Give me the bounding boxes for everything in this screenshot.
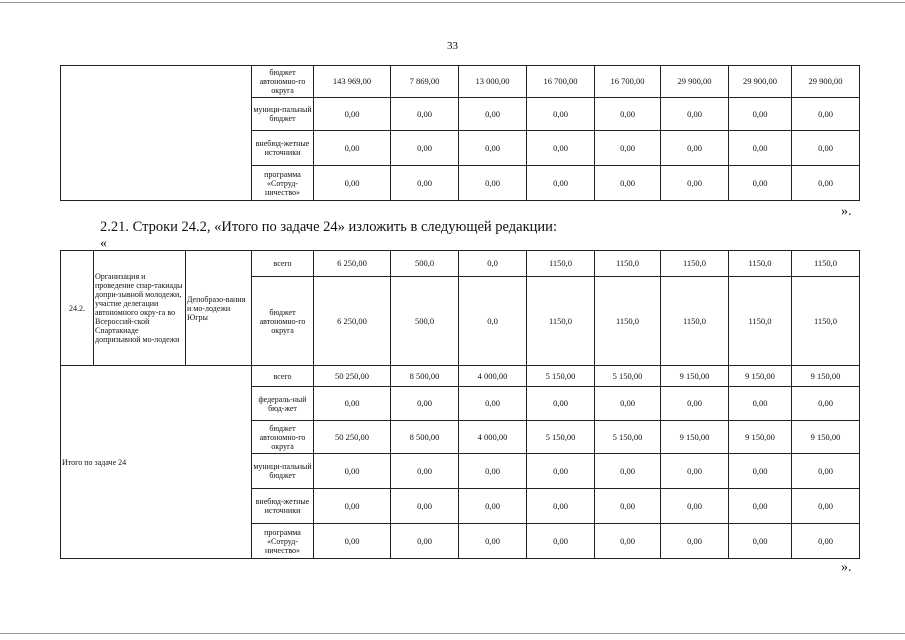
funding-source: бюджет автономно-го округа — [252, 277, 314, 366]
value-cell: 1150,0 — [527, 251, 595, 277]
top-scan-edge — [0, 2, 905, 3]
value-cell: 0,00 — [527, 131, 595, 166]
value-cell: 0,00 — [792, 131, 860, 166]
opening-quote: « — [100, 236, 107, 251]
value-cell: 0,00 — [595, 166, 661, 201]
funding-source: всего — [252, 251, 314, 277]
value-cell: 0,00 — [391, 524, 459, 559]
funding-source: бюджет автономно-го округа — [252, 66, 314, 98]
value-cell: 143 969,00 — [314, 66, 391, 98]
value-cell: 0,00 — [595, 131, 661, 166]
value-cell: 0,00 — [792, 387, 860, 421]
value-cell: 16 700,00 — [595, 66, 661, 98]
value-cell: 16 700,00 — [527, 66, 595, 98]
value-cell: 1150,0 — [595, 251, 661, 277]
value-cell: 0,00 — [391, 131, 459, 166]
value-cell: 0,00 — [459, 454, 527, 489]
value-cell: 9 150,00 — [661, 366, 729, 387]
value-cell: 1150,0 — [729, 251, 792, 277]
row-number: 24.2. — [61, 251, 94, 366]
value-cell: 0,00 — [792, 489, 860, 524]
value-cell: 0,00 — [314, 454, 391, 489]
value-cell: 0,00 — [661, 454, 729, 489]
value-cell: 0,00 — [314, 98, 391, 131]
value-cell: 0,00 — [527, 98, 595, 131]
value-cell: 5 150,00 — [527, 366, 595, 387]
value-cell: 1150,0 — [792, 251, 860, 277]
value-cell: 50 250,00 — [314, 366, 391, 387]
value-cell: 9 150,00 — [792, 366, 860, 387]
value-cell: 9 150,00 — [729, 421, 792, 454]
funding-source: программа «Сотруд-ничество» — [252, 166, 314, 201]
value-cell: 0,00 — [459, 387, 527, 421]
value-cell: 7 869,00 — [391, 66, 459, 98]
value-cell: 9 150,00 — [792, 421, 860, 454]
value-cell: 0,00 — [729, 131, 792, 166]
value-cell: 0,00 — [314, 387, 391, 421]
value-cell: 29 900,00 — [729, 66, 792, 98]
value-cell: 0,00 — [527, 387, 595, 421]
funding-source: федераль-ный бюд-жет — [252, 387, 314, 421]
value-cell: 0,00 — [391, 98, 459, 131]
value-cell: 0,00 — [729, 489, 792, 524]
value-cell: 0,00 — [314, 131, 391, 166]
value-cell: 0,00 — [661, 387, 729, 421]
value-cell: 0,0 — [459, 251, 527, 277]
value-cell: 0,00 — [729, 98, 792, 131]
value-cell: 0,00 — [527, 489, 595, 524]
value-cell: 8 500,00 — [391, 421, 459, 454]
table-task-24 — [60, 250, 860, 559]
value-cell: 50 250,00 — [314, 421, 391, 454]
value-cell: 0,00 — [661, 524, 729, 559]
value-cell: 0,00 — [595, 489, 661, 524]
value-cell: 0,0 — [459, 277, 527, 366]
value-cell: 29 900,00 — [661, 66, 729, 98]
value-cell: 0,00 — [527, 454, 595, 489]
value-cell: 0,00 — [729, 166, 792, 201]
value-cell: 0,00 — [595, 98, 661, 131]
table-row — [61, 251, 860, 277]
empty-merged-cell — [61, 66, 252, 201]
value-cell: 13 000,00 — [459, 66, 527, 98]
value-cell: 0,00 — [595, 524, 661, 559]
value-cell: 1150,0 — [661, 277, 729, 366]
value-cell: 1150,0 — [729, 277, 792, 366]
value-cell: 9 150,00 — [661, 421, 729, 454]
value-cell: 0,00 — [792, 454, 860, 489]
closing-quote-1: ». — [841, 204, 852, 219]
page-number: 33 — [447, 40, 458, 52]
value-cell: 500,0 — [391, 251, 459, 277]
funding-source: программа «Сотруд-ничество» — [252, 524, 314, 559]
value-cell: 0,00 — [661, 131, 729, 166]
value-cell: 0,00 — [661, 489, 729, 524]
total-label: Итого по задаче 24 — [61, 366, 252, 559]
value-cell: 5 150,00 — [595, 421, 661, 454]
value-cell: 6 250,00 — [314, 277, 391, 366]
funding-source: всего — [252, 366, 314, 387]
value-cell: 0,00 — [314, 489, 391, 524]
value-cell: 4 000,00 — [459, 366, 527, 387]
value-cell: 0,00 — [661, 166, 729, 201]
value-cell: 0,00 — [391, 166, 459, 201]
value-cell: 0,00 — [459, 166, 527, 201]
amendment-heading: 2.21. Строки 24.2, «Итого по задаче 24» изложить в следующей редакции: — [100, 219, 557, 235]
value-cell: 0,00 — [792, 98, 860, 131]
value-cell: 0,00 — [792, 524, 860, 559]
funding-source: внебюд-жетные источники — [252, 489, 314, 524]
activity-name: Организация и проведение спар-такиады допри-зывной молодежи, участие делегации автономного окру-га во Всероссий-ской Спартакиаде допризывной мо-лодежи — [94, 251, 186, 366]
value-cell: 8 500,00 — [391, 366, 459, 387]
value-cell: 0,00 — [391, 489, 459, 524]
value-cell: 1150,0 — [792, 277, 860, 366]
value-cell: 0,00 — [729, 524, 792, 559]
value-cell: 4 000,00 — [459, 421, 527, 454]
value-cell: 0,00 — [459, 524, 527, 559]
value-cell: 0,00 — [459, 489, 527, 524]
value-cell: 9 150,00 — [729, 366, 792, 387]
value-cell: 5 150,00 — [527, 421, 595, 454]
funding-source: муници-пальный бюджет — [252, 454, 314, 489]
value-cell: 1150,0 — [595, 277, 661, 366]
table-row — [61, 366, 860, 387]
value-cell: 0,00 — [595, 387, 661, 421]
funding-source: муници-пальный бюджет — [252, 98, 314, 131]
value-cell: 0,00 — [595, 454, 661, 489]
value-cell: 29 900,00 — [792, 66, 860, 98]
value-cell: 0,00 — [729, 387, 792, 421]
value-cell: 0,00 — [729, 454, 792, 489]
value-cell: 0,00 — [391, 387, 459, 421]
table-continuation — [60, 65, 860, 201]
funding-source: внебюд-жетные источники — [252, 131, 314, 166]
funding-source: бюджет автономно-го округа — [252, 421, 314, 454]
value-cell: 6 250,00 — [314, 251, 391, 277]
value-cell: 0,00 — [527, 166, 595, 201]
value-cell: 0,00 — [661, 98, 729, 131]
table-row — [61, 66, 860, 98]
value-cell: 1150,0 — [661, 251, 729, 277]
value-cell: 1150,0 — [527, 277, 595, 366]
closing-quote-2: ». — [841, 560, 852, 575]
value-cell: 0,00 — [314, 166, 391, 201]
value-cell: 0,00 — [459, 98, 527, 131]
value-cell: 5 150,00 — [595, 366, 661, 387]
value-cell: 0,00 — [527, 524, 595, 559]
value-cell: 0,00 — [391, 454, 459, 489]
bottom-scan-edge — [0, 633, 905, 634]
value-cell: 500,0 — [391, 277, 459, 366]
value-cell: 0,00 — [314, 524, 391, 559]
value-cell: 0,00 — [459, 131, 527, 166]
executor: Депобразо-вания и мо-лодежи Югры — [186, 251, 252, 366]
value-cell: 0,00 — [792, 166, 860, 201]
